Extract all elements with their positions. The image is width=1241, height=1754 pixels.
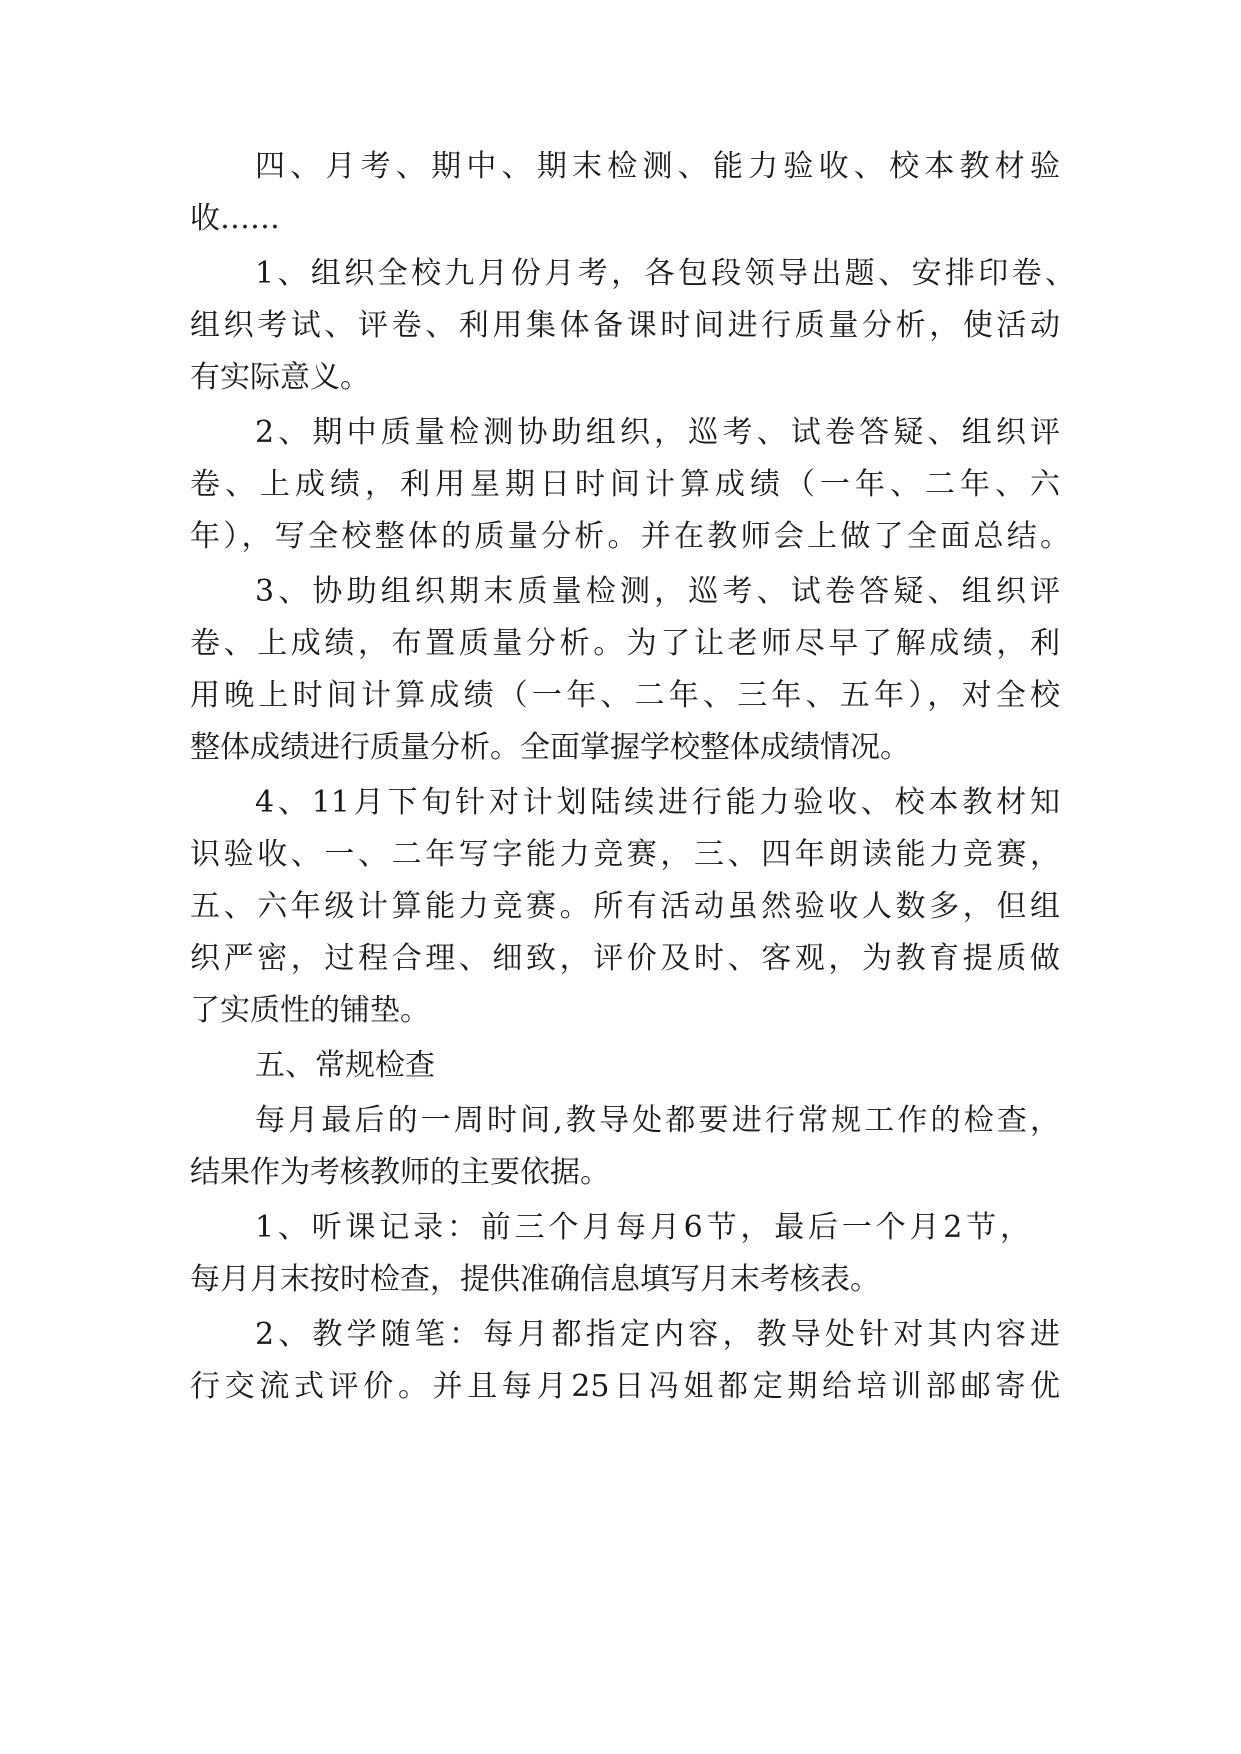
text-line: 组织考试、评卷、利用集体备课时间进行质量分析，使活动 xyxy=(190,308,1060,343)
text-line: 行交流式评价。并且每月25日冯姐都定期给培训部邮寄优 xyxy=(190,1369,1060,1404)
text-line: 有实际意义。 xyxy=(190,360,370,395)
text-line: 1、听课记录：前三个月每月6节，最后一个月2节， xyxy=(255,1210,1030,1245)
section-heading: 五、常规检查 xyxy=(255,1048,435,1083)
text-line: 2、期中质量检测协助组织，巡考、试卷答疑、组织评 xyxy=(255,415,1060,450)
text-line: 结果作为考核教师的主要依据。 xyxy=(190,1155,610,1190)
text-line: 年），写全校整体的质量分析。并在教师会上做了全面总结。 xyxy=(190,519,1070,554)
text-line: 每月最后的一周时间,教导处都要进行常规工作的检查， xyxy=(255,1103,1060,1138)
text-line: 织严密，过程合理、细致，评价及时、客观，为教育提质做 xyxy=(190,941,1060,976)
text-line: 2、教学随笔：每月都指定内容，教导处针对其内容进 xyxy=(255,1317,1060,1352)
text-line: 卷、上成绩，布置质量分析。为了让老师尽早了解成绩，利 xyxy=(190,626,1060,661)
text-line: 五、六年级计算能力竞赛。所有活动虽然验收人数多，但组 xyxy=(190,889,1060,924)
text-line: 四、月考、期中、期末检测、能力验收、校本教材验 xyxy=(255,149,1060,184)
text-line: 识验收、一、二年写字能力竞赛，三、四年朗读能力竞赛， xyxy=(190,837,1060,872)
text-line: 每月月末按时检查，提供准确信息填写月末考核表。 xyxy=(190,1262,880,1297)
text-line: 用晚上时间计算成绩（一年、二年、三年、五年），对全校 xyxy=(190,678,1060,713)
text-line: 整体成绩进行质量分析。全面掌握学校整体成绩情况。 xyxy=(190,730,910,765)
text-line: 4、11月下旬针对计划陆续进行能力验收、校本教材知 xyxy=(255,785,1060,820)
text-line: 了实质性的铺垫。 xyxy=(190,993,430,1028)
text-line: 3、协助组织期末质量检测，巡考、试卷答疑、组织评 xyxy=(255,574,1060,609)
text-line: 收…… xyxy=(190,201,280,236)
text-line: 1、组织全校九月份月考，各包段领导出题、安排印卷、 xyxy=(255,256,1075,291)
text-line: 卷、上成绩，利用星期日时间计算成绩（一年、二年、六 xyxy=(190,467,1060,502)
